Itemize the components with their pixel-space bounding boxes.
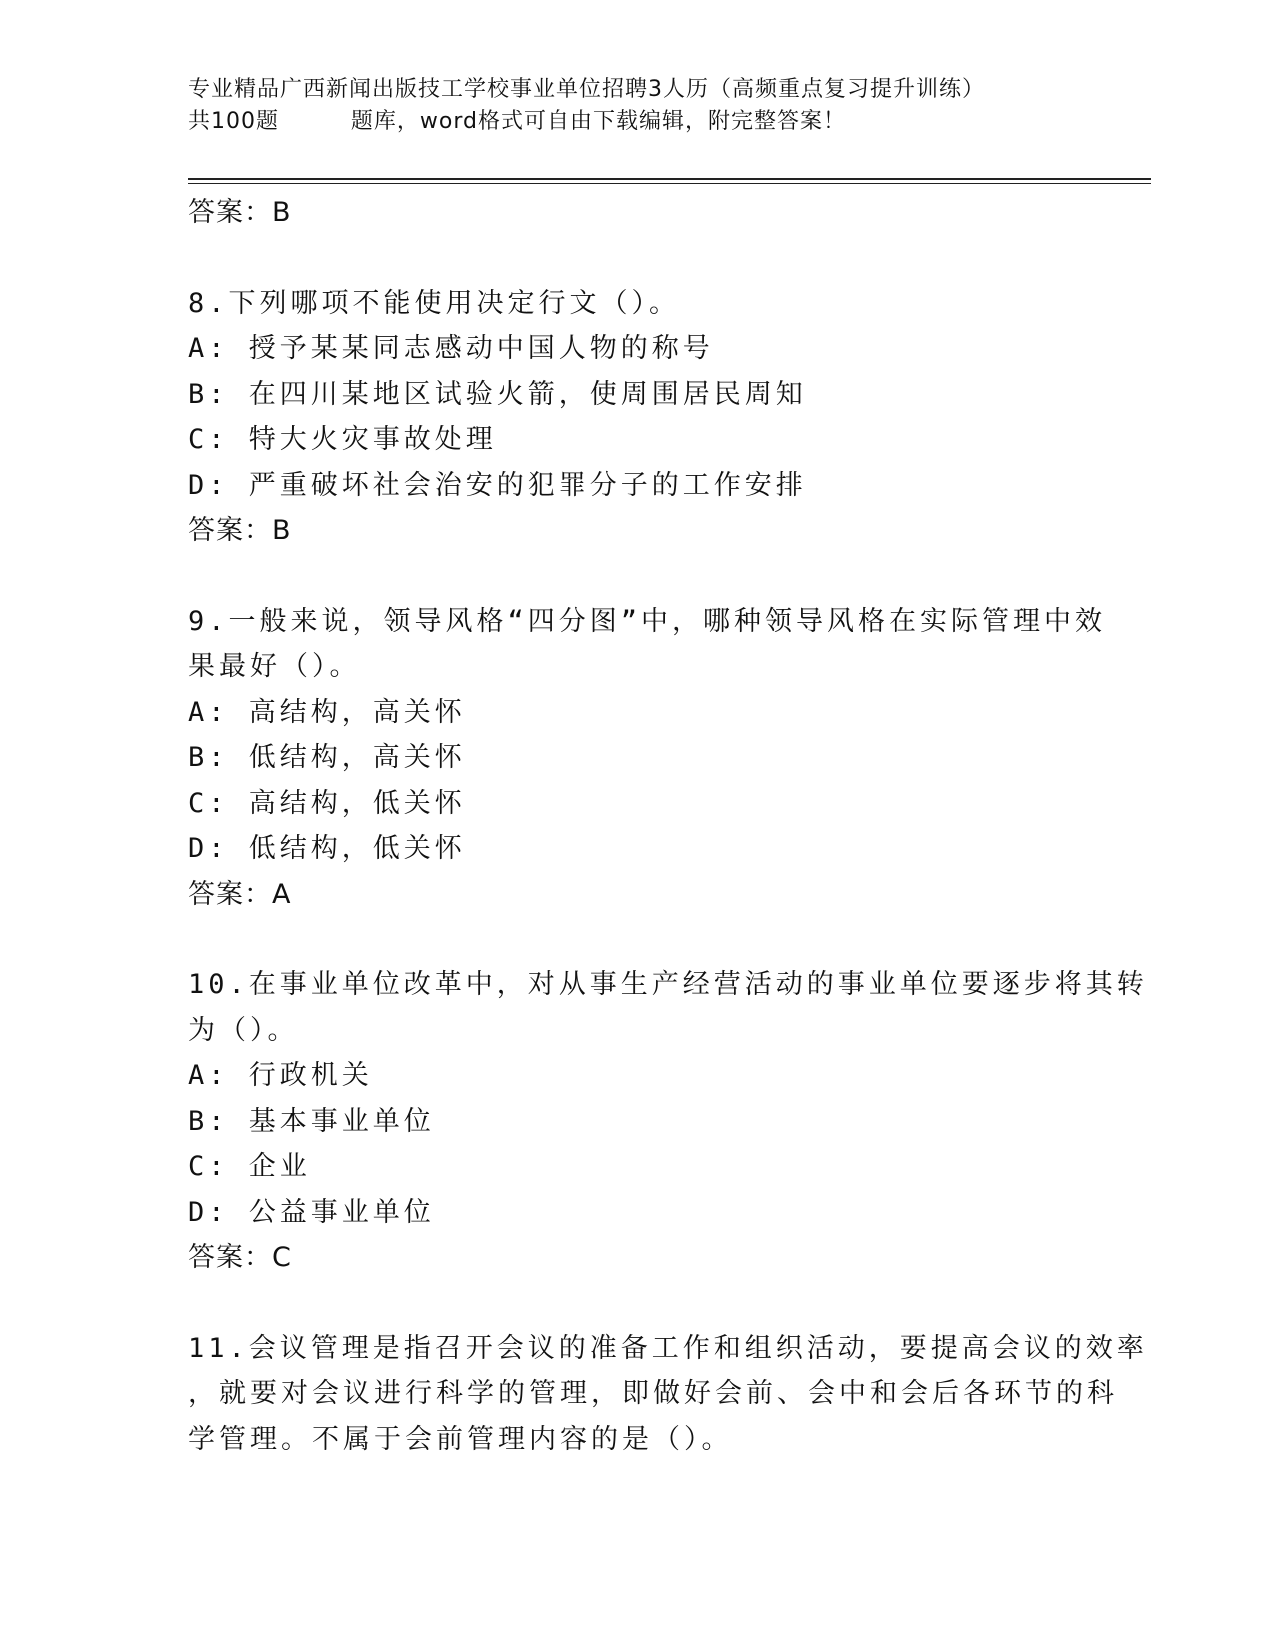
option-a: A: 高结构，高关怀 (188, 696, 466, 728)
question-text: 11.会议管理是指召开会议的准备工作和组织活动，要提高会议的效率 (188, 1332, 1148, 1364)
answer-line: 答案：B (188, 515, 292, 546)
option-d: D: 严重破坏社会治安的犯罪分子的工作安排 (188, 469, 807, 501)
option-b: B: 在四川某地区试验火箭，使周围居民周知 (188, 378, 807, 410)
spacer (188, 917, 1088, 962)
option-b: B: 基本事业单位 (188, 1105, 435, 1137)
option-a: A: 行政机关 (188, 1060, 373, 1091)
header-divider-thin (188, 183, 1151, 184)
question-block (188, 599, 1107, 918)
answer-line: 答案：A (188, 878, 292, 910)
spacer (188, 554, 1088, 599)
question-block (188, 1326, 1148, 1463)
question-block (188, 281, 1088, 554)
option-c: C: 企业 (188, 1151, 311, 1182)
option-d: D: 公益事业单位 (188, 1196, 435, 1228)
question-text: 9.一般来说，领导风格“四分图”中，哪种领导风格在实际管理中效 (188, 605, 1107, 637)
option-c: C: 特大火灾事故处理 (188, 424, 497, 455)
answer-line: 答案：B (188, 197, 292, 228)
spacer (188, 236, 1088, 281)
question-text-continued: 为（）。 (188, 1014, 299, 1046)
question-text: 8.下列哪项不能使用决定行文（）。 (188, 287, 681, 319)
spacer (188, 1281, 1088, 1326)
answer-line: 答案：C (188, 1242, 292, 1273)
question-text: 10.在事业单位改革中，对从事生产经营活动的事业单位要逐步将其转 (188, 969, 1148, 1000)
option-a: A: 授予某某同志感动中国人物的称号 (188, 333, 714, 364)
option-d: D: 低结构，低关怀 (188, 833, 466, 864)
option-b: B: 低结构，高关怀 (188, 742, 466, 773)
header-divider-thick (188, 178, 1151, 180)
option-c: C: 高结构，低关怀 (188, 787, 466, 819)
question-block (188, 962, 1148, 1281)
page-header (188, 74, 1148, 138)
header-subtitle: 共100题 题库，word格式可自由下载编辑，附完整答案！ (188, 109, 847, 134)
question-list (188, 190, 1148, 1462)
question-text-continued: 学管理。不属于会前管理内容的是（）。 (188, 1423, 733, 1455)
question-text-continued: ，就要对会议进行科学的管理，即做好会前、会中和会后各环节的科 (188, 1378, 1118, 1409)
question-text-continued: 果最好（）。 (188, 651, 361, 682)
header-title: 专业精品广西新闻出版技工学校事业单位招聘3人历（高频重点复习提升训练） (188, 77, 985, 102)
